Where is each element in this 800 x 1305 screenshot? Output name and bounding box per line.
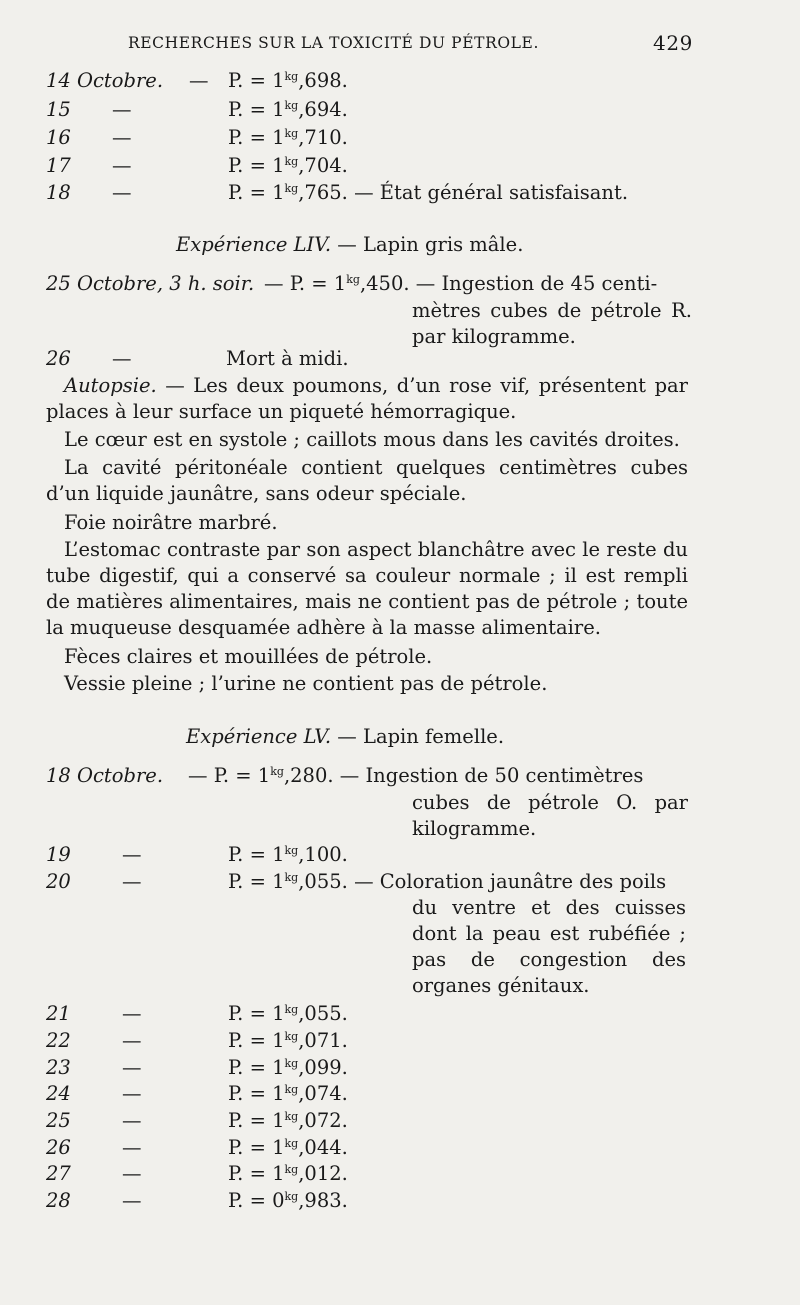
weight-row [46,1161,706,1187]
weight-row [46,1108,706,1134]
row-note: — Ingestion de 45 centi- [415,272,658,295]
row-dash: — [122,1056,142,1079]
experiment-54-row-1 [46,271,706,297]
weight-row [46,68,706,94]
row-dash: — [112,126,132,149]
weight-row [46,180,706,206]
row-date: 19 [46,843,71,866]
row-date: 18 Octobre. [46,764,164,787]
autopsy-heart: Le cœur est en systole ; caillots mous dans les cavités droites. [64,428,680,451]
autopsy-peritoneum: La cavité péritonéale contient quelques centimètres cubes d’un liquide jaunâtre, sans odeur spéciale. [46,456,688,505]
row-note: — Ingestion de 50 centimètres [339,764,644,787]
row-note: — État général satisfaisant. [354,181,629,204]
row-weight: P. = $1^{kg},055$. [228,1002,348,1025]
row-weight: — P. = $1^{kg},450$. — Ingestion de 45 centi- [264,272,658,295]
row-date: 26 [46,1136,71,1159]
row-weight: P. = $1^{kg},704$. [228,154,348,177]
autopsy-stomach: L’estomac contraste par son aspect blanchâtre avec le reste du tube digestif, qui a conservé sa couleur normale ; il est rempli de matières alimentaires, mais ne contient pas de pétrole ; toute la muqueuse desquamée adhère à la masse alimentaire. [46,538,688,639]
autopsy-bladder: Vessie pleine ; l’urine ne contient pas de pétrole. [64,672,548,695]
row-dash: — [122,870,142,893]
row-dash: — [112,154,132,177]
row-dash: — [122,1082,142,1105]
row-weight: P. = $1^{kg},694$. [228,98,348,121]
row-weight: P. = $1^{kg},071$. [228,1029,348,1052]
row-dash: — [122,1189,142,1212]
row-date: 18 [46,181,71,204]
header-title: RECHERCHES SUR LA TOXICITÉ DU PÉTROLE. [128,34,539,52]
experiment-55-row-3-continuation: du ventre et des cuisses dont la peau est rubéfiée ; pas de congestion des organes génitaux. [412,896,686,997]
row-dash: — [122,1002,142,1025]
row-date: 14 Octobre. [46,69,164,92]
row-date: 22 [46,1029,71,1052]
weight-row [46,842,706,868]
weight-row [46,1188,706,1214]
weight-row [46,97,706,123]
row-weight: P. = $1^{kg},044$. [228,1136,348,1159]
weight-row [46,125,706,151]
row-weight: P. = $1^{kg},072$. [228,1109,348,1132]
experiment-55-heading: Expérience LV. — Lapin femelle. [186,725,505,748]
row-date: 28 [46,1189,71,1212]
autopsy-feces: Fèces claires et mouillées de pétrole. [64,645,433,668]
weight-row [46,1001,706,1027]
row-date: 27 [46,1162,71,1185]
row-weight: P. = $1^{kg},055$. — Coloration jaunâtre des poils [228,870,667,893]
row-dash: — [122,1109,142,1132]
row-date: 25 Octobre, 3 h. soir. [46,272,255,295]
experiment-55-row-1 [46,763,706,789]
row-date: 26 [46,347,71,370]
row-dash: — [122,1136,142,1159]
row-date: 24 [46,1082,71,1105]
row-text: Mort à midi. [226,347,349,370]
experiment-54-row-1-continuation: mètres cubes de pétrole R. par kilogramme. [412,299,692,348]
weight-row [46,153,706,179]
row-date: 20 [46,870,71,893]
autopsy-paragraph: Autopsie. — Les deux poumons, d’un rose vif, présentent par places à leur surface un piqueté hémorragique. [46,374,688,423]
row-dash: — [112,98,132,121]
row-dash: — [112,181,132,204]
row-date: 15 [46,98,71,121]
row-weight: P. = $1^{kg},698$. [228,69,348,92]
row-weight: P. = $1^{kg},074$. [228,1082,348,1105]
row-date: 23 [46,1056,71,1079]
row-weight: — P. = $1^{kg},280$. — Ingestion de 50 centimètres [188,764,644,787]
row-dash: — [122,843,142,866]
autopsy-liver: Foie noirâtre marbré. [64,511,278,534]
row-note: — Coloration jaunâtre des poils [354,870,667,893]
weight-row [46,869,706,895]
row-weight: P. = $1^{kg},099$. [228,1056,348,1079]
row-weight: P. = $1^{kg},012$. [228,1162,348,1185]
weight-row [46,1135,706,1161]
experiment-54-heading: Expérience LIV. — Lapin gris mâle. [176,233,524,256]
experiment-55-row-1-continuation: cubes de pétrole O. par kilogramme. [412,791,688,840]
row-dash: — [189,69,209,92]
page-number: 429 [653,31,693,55]
row-dash: — [122,1029,142,1052]
row-dash: — [122,1162,142,1185]
experiment-54-row-2 [46,346,706,372]
row-weight: P. = $0^{kg},983$. [228,1189,348,1212]
row-dash: — [112,347,132,370]
row-date: 21 [46,1002,71,1025]
row-date: 16 [46,126,71,149]
weight-row [46,1081,706,1107]
weight-row [46,1055,706,1081]
row-date: 17 [46,154,71,177]
row-weight: P. = $1^{kg},100$. [228,843,348,866]
row-date: 25 [46,1109,71,1132]
row-weight: P. = $1^{kg},765$. — État général satisfaisant. [228,181,629,204]
weight-row [46,1028,706,1054]
row-weight: P. = $1^{kg},710$. [228,126,348,149]
